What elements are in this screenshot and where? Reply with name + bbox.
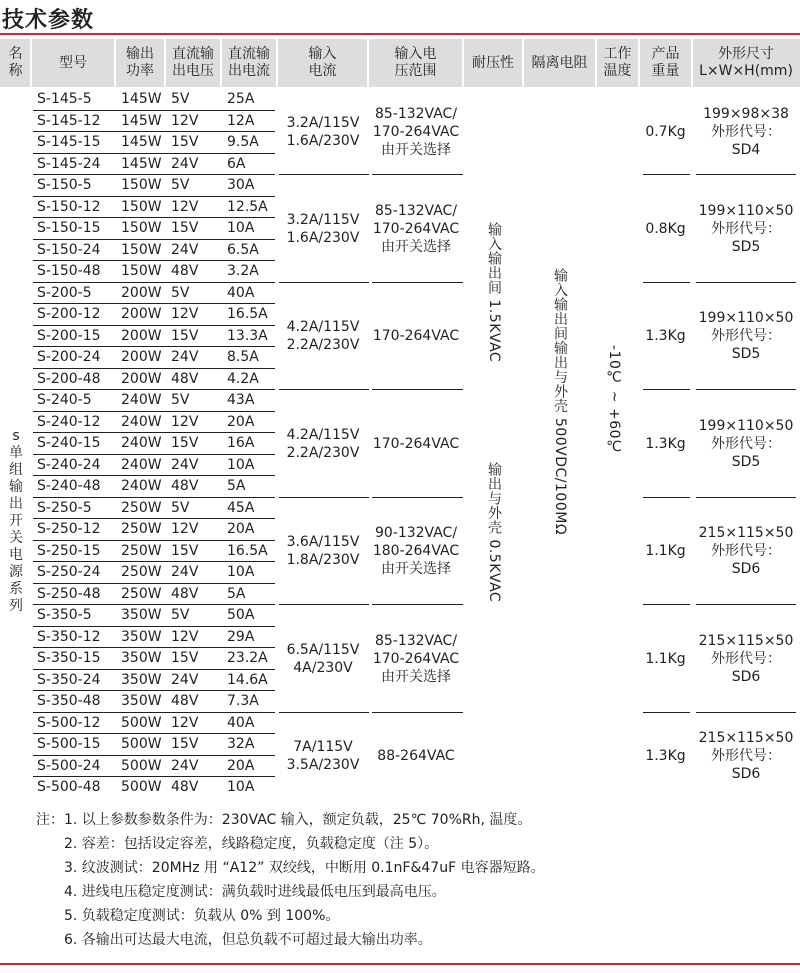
current-cell: 20A: [227, 413, 255, 430]
notes-section: [36, 808, 545, 952]
header-line: 功率: [126, 63, 154, 79]
power-cell: 250W: [121, 564, 162, 580]
model-cell: S-250-48: [37, 585, 101, 602]
dimension-group: [692, 498, 800, 606]
dimension-line: 199×110×50: [698, 417, 794, 434]
header-weight: [639, 39, 692, 87]
current-cell: 6.5A: [227, 241, 259, 258]
header-separator: [114, 39, 116, 87]
input-voltage-line: 由开关选择: [381, 561, 451, 578]
header-line: L×W×H(mm): [699, 63, 793, 79]
voltage-cell: 5V: [171, 607, 190, 623]
dimension-line: SD4: [731, 142, 761, 158]
weight-cell: 1.3Kg: [645, 747, 686, 764]
header-text: [604, 46, 632, 80]
current-cell: 29A: [227, 628, 255, 645]
voltage-cell: 5V: [171, 91, 190, 107]
power-cell: 240W: [121, 478, 162, 494]
input-current-line: 3.2A/115V: [286, 115, 360, 131]
dimension-line: 外形代号：: [711, 650, 781, 667]
power-cell: 240W: [121, 435, 162, 451]
input-voltage-line: 90-132VAC/: [374, 525, 458, 542]
model-cell: S-150-24: [37, 241, 101, 258]
voltage-cell: 5V: [171, 177, 190, 193]
top-divider: [0, 33, 800, 35]
header-line: 直流输: [228, 46, 270, 62]
input-current-line: 4.2A/115V: [286, 426, 360, 443]
header-dimensions: [692, 39, 800, 87]
page-title: 技术参数: [2, 8, 95, 33]
input-current-line: 4A/230V: [293, 659, 353, 676]
header-line: 外形尺寸: [718, 46, 774, 62]
power-cell: 150W: [121, 241, 162, 258]
note-item: 6. 各输出可达最大电流，但总负载不可超过最大输出功率。: [64, 932, 432, 948]
power-cell: 200W: [121, 349, 162, 365]
model-cell: S-145-12: [37, 112, 101, 129]
power-cell: 240W: [121, 456, 162, 473]
current-cell: 10A: [227, 564, 255, 580]
power-cell: 145W: [121, 91, 162, 107]
dimension-line: 199×110×50: [698, 202, 794, 219]
model-cell: S-240-24: [37, 456, 101, 473]
dimension-line: 外形代号：: [711, 435, 781, 452]
dimension-line: 199×98×38: [703, 106, 789, 122]
header-separator: [462, 39, 464, 87]
withstand-output-case: 输出与外壳 0.5KVAC: [486, 462, 502, 603]
dimension-line: 215×115×50: [698, 632, 794, 649]
header-line: 工作: [603, 46, 632, 62]
dimension-group: [692, 283, 800, 391]
input-voltage-group: [368, 175, 464, 283]
current-cell: 30A: [227, 177, 255, 193]
model-cell: S-200-12: [37, 306, 101, 322]
voltage-cell: 48V: [171, 370, 199, 387]
dimension-line: 外形代号：: [711, 543, 781, 560]
current-cell: 16.5A: [227, 542, 268, 559]
model-cell: S-145-15: [37, 134, 101, 150]
voltage-cell: 5V: [171, 499, 190, 516]
header-text: [652, 46, 680, 80]
input-voltage-group: [368, 713, 464, 799]
note-item: 3. 纹波测试：20MHz 用 “A12” 双绞线，中断用 0.1nF&47uF 电容器短路。: [64, 860, 545, 876]
header-input-current: [277, 39, 368, 87]
current-cell: 10A: [227, 456, 255, 473]
power-cell: 250W: [121, 521, 162, 537]
dimension-line: SD5: [731, 346, 761, 363]
current-cell: 40A: [227, 284, 255, 301]
power-cell: 200W: [121, 284, 162, 301]
dimension-line: 199×110×50: [698, 310, 794, 327]
input-voltage-line: 170-264VAC: [372, 435, 460, 452]
bottom-divider: [0, 963, 800, 965]
voltage-cell: 12V: [171, 413, 199, 430]
note-item: 4. 进线电压稳定度测试：满负载时进线最低电压到最高电压。: [64, 884, 446, 900]
current-cell: 43A: [227, 392, 255, 408]
input-current-line: 7A/115V: [293, 738, 353, 755]
power-cell: 240W: [121, 392, 162, 408]
current-cell: 3.2A: [227, 263, 259, 279]
power-cell: 150W: [121, 198, 162, 215]
header-name: [0, 39, 31, 87]
power-cell: 240W: [121, 413, 162, 430]
header-dc-current: [221, 39, 277, 87]
header-withstand: [463, 39, 523, 87]
dimension-line: 215×115×50: [698, 525, 794, 542]
header-text: [699, 46, 793, 80]
model-cell: S-350-15: [37, 650, 101, 666]
voltage-cell: 12V: [171, 521, 199, 537]
voltage-cell: 12V: [171, 628, 199, 645]
input-current-group: [279, 89, 367, 175]
dimension-group: [692, 390, 800, 498]
header-text: [309, 46, 337, 80]
header-model: [31, 39, 115, 87]
header-text: [395, 46, 437, 80]
power-cell: 250W: [121, 585, 162, 602]
model-cell: S-250-15: [37, 542, 101, 559]
model-cell: S-240-15: [37, 435, 101, 451]
header-separator: [522, 39, 524, 87]
voltage-cell: 15V: [171, 650, 199, 666]
note-item: 2. 容差：包括设定容差，线路稳定度，负载稳定度（注 5）。: [64, 836, 439, 852]
model-cell: S-150-15: [37, 220, 101, 236]
input-current-line: 6.5A/115V: [286, 641, 360, 658]
input-voltage-line: 85-132VAC/: [374, 632, 458, 649]
input-current-group: [279, 390, 367, 498]
voltage-cell: 12V: [171, 306, 199, 322]
voltage-cell: 15V: [171, 220, 199, 236]
power-cell: 145W: [121, 134, 162, 150]
current-cell: 14.6A: [227, 671, 268, 688]
input-voltage-group: [368, 390, 464, 498]
model-cell: S-500-12: [37, 714, 101, 731]
dimension-line: SD6: [731, 668, 761, 685]
voltage-cell: 48V: [171, 478, 199, 494]
power-cell: 500W: [121, 714, 162, 731]
current-cell: 7.3A: [227, 693, 259, 709]
dimension-line: SD6: [731, 765, 761, 782]
note-item: 5. 负载稳定度测试：负载从 0% 到 100%。: [64, 908, 340, 924]
input-voltage-line: 由开关选择: [381, 668, 451, 685]
header-separator: [691, 39, 693, 87]
current-cell: 10A: [227, 220, 255, 236]
current-cell: 50A: [227, 607, 255, 623]
input-voltage-line: 180-264VAC: [372, 543, 460, 560]
input-voltage-line: 由开关选择: [381, 238, 451, 255]
header-separator: [220, 39, 222, 87]
model-cell: S-200-48: [37, 370, 101, 387]
header-text: 型号: [59, 54, 87, 71]
power-cell: 200W: [121, 370, 162, 387]
dimension-line: SD5: [731, 238, 761, 255]
header-text: 隔离电阻: [531, 54, 588, 71]
voltage-cell: 15V: [171, 435, 199, 451]
header-separator: [276, 39, 278, 87]
model-cell: S-145-5: [37, 91, 92, 107]
voltage-cell: 12V: [171, 714, 199, 731]
voltage-cell: 48V: [171, 263, 199, 279]
input-voltage-line: 85-132VAC/: [374, 106, 458, 122]
input-current-line: 2.2A/230V: [286, 444, 360, 461]
header-text: [9, 46, 23, 80]
header-work-temp: [596, 39, 639, 87]
header-line: 输入电: [394, 46, 437, 62]
header-text: [228, 46, 270, 80]
weight-cell: 0.7Kg: [645, 124, 686, 140]
current-cell: 40A: [227, 714, 255, 731]
power-cell: 350W: [121, 607, 162, 623]
current-cell: 25A: [227, 91, 255, 107]
series-name: s单组输出开关电源系列: [9, 428, 23, 614]
voltage-cell: 48V: [171, 693, 199, 709]
voltage-cell: 24V: [171, 757, 199, 774]
header-separator: [367, 39, 369, 87]
weight-cell: 0.8Kg: [645, 220, 686, 237]
dimension-line: 外形代号：: [711, 124, 781, 140]
isolation-resistance: 输入输出间输出与外壳 500VDC/100MΩ: [552, 268, 568, 536]
current-cell: 5A: [227, 585, 246, 602]
power-cell: 145W: [121, 155, 162, 172]
current-cell: 9.5A: [227, 134, 259, 150]
current-cell: 16.5A: [227, 306, 268, 322]
voltage-cell: 15V: [171, 134, 199, 150]
input-voltage-group: [368, 605, 464, 713]
input-voltage-line: 170-264VAC: [372, 650, 460, 667]
input-voltage-line: 由开关选择: [381, 142, 451, 158]
model-cell: S-250-12: [37, 521, 101, 537]
weight-cell: 1.3Kg: [645, 435, 686, 452]
voltage-cell: 12V: [171, 112, 199, 129]
header-line: 直流输: [172, 46, 214, 62]
power-cell: 200W: [121, 306, 162, 322]
dimension-line: SD6: [731, 561, 761, 578]
current-cell: 6A: [227, 155, 246, 172]
header-line: 输出: [126, 46, 154, 62]
model-cell: S-350-12: [37, 628, 101, 645]
header-separator: [30, 39, 32, 87]
dimension-line: SD5: [731, 453, 761, 470]
dimension-group: [692, 89, 800, 175]
model-cell: S-200-5: [37, 284, 92, 301]
current-cell: 16A: [227, 435, 255, 451]
model-cell: S-150-48: [37, 263, 101, 279]
header-line: 重量: [651, 63, 680, 79]
model-cell: S-145-24: [37, 155, 101, 172]
model-cell: S-350-24: [37, 671, 101, 688]
input-voltage-line: 170-264VAC: [372, 220, 460, 237]
note-item: 注：1. 以上参数参数条件为：230VAC 输入，额定负载，25℃ 70%Rh, 温度。: [36, 812, 532, 828]
model-cell: S-240-12: [37, 413, 101, 430]
header-line: 名: [8, 46, 23, 62]
header-power: [115, 39, 165, 87]
power-cell: 500W: [121, 757, 162, 774]
input-current-line: 3.5A/230V: [286, 756, 360, 773]
current-cell: 13.3A: [227, 327, 268, 344]
current-cell: 8.5A: [227, 349, 259, 365]
input-current-line: 1.8A/230V: [286, 552, 360, 569]
voltage-cell: 12V: [171, 198, 199, 215]
voltage-cell: 24V: [171, 564, 199, 580]
voltage-cell: 48V: [171, 779, 199, 795]
weight-cell: 1.3Kg: [645, 328, 686, 345]
power-cell: 150W: [121, 177, 162, 193]
input-voltage-group: [368, 498, 464, 606]
input-current-line: 4.2A/115V: [286, 319, 360, 336]
header-line: 温度: [603, 63, 632, 79]
current-cell: 12.5A: [227, 198, 268, 215]
model-cell: S-150-5: [37, 177, 92, 193]
input-current-group: [279, 283, 367, 391]
header-line: 输入: [308, 46, 337, 62]
input-current-group: [279, 175, 367, 283]
model-cell: S-240-5: [37, 392, 92, 408]
input-current-line: 3.2A/115V: [286, 211, 360, 228]
input-voltage-line: 88-264VAC: [377, 747, 455, 764]
header-separator: [638, 39, 640, 87]
header-line: 称: [8, 63, 23, 79]
model-cell: S-240-48: [37, 478, 101, 494]
voltage-cell: 24V: [171, 155, 199, 172]
input-voltage-line: 85-132VAC/: [374, 202, 458, 219]
voltage-cell: 24V: [171, 671, 199, 688]
power-cell: 250W: [121, 542, 162, 559]
power-cell: 145W: [121, 112, 162, 129]
power-cell: 200W: [121, 327, 162, 344]
power-cell: 350W: [121, 693, 162, 709]
input-current-group: [279, 713, 367, 799]
current-cell: 45A: [227, 499, 255, 516]
working-temperature: -10℃ ~ +60℃: [606, 345, 622, 456]
header-isolation: [523, 39, 596, 87]
header-line: 产品: [651, 46, 680, 62]
voltage-cell: 15V: [171, 327, 199, 344]
model-cell: S-500-24: [37, 757, 101, 774]
voltage-cell: 5V: [171, 284, 190, 301]
power-cell: 150W: [121, 220, 162, 236]
power-cell: 500W: [121, 779, 162, 795]
input-current-group: [279, 605, 367, 713]
current-cell: 10A: [227, 779, 255, 795]
input-current-line: 3.6A/115V: [286, 534, 360, 551]
model-cell: S-500-15: [37, 736, 101, 752]
model-cell: S-350-5: [37, 607, 92, 623]
current-cell: 20A: [227, 757, 255, 774]
power-cell: 250W: [121, 499, 162, 516]
input-voltage-group: [368, 283, 464, 391]
dimension-group: [692, 175, 800, 283]
power-cell: 150W: [121, 263, 162, 279]
input-current-group: [279, 498, 367, 606]
input-current-line: 2.2A/230V: [286, 337, 360, 354]
voltage-cell: 15V: [171, 542, 199, 559]
input-voltage-line: 170-264VAC: [372, 124, 460, 140]
dimension-group: [692, 605, 800, 713]
input-voltage-line: 170-264VAC: [372, 328, 460, 345]
dimension-line: 外形代号：: [711, 328, 781, 345]
dimension-line: 215×115×50: [698, 729, 794, 746]
voltage-cell: 15V: [171, 736, 199, 752]
power-cell: 350W: [121, 628, 162, 645]
current-cell: 23.2A: [227, 650, 268, 666]
header-line: 出电压: [172, 63, 214, 79]
power-cell: 350W: [121, 650, 162, 666]
input-voltage-group: [368, 89, 464, 175]
header-separator: [595, 39, 597, 87]
model-cell: S-150-12: [37, 198, 101, 215]
voltage-cell: 24V: [171, 241, 199, 258]
current-cell: 5A: [227, 478, 246, 494]
input-current-line: 1.6A/230V: [286, 229, 360, 246]
dimension-group: [692, 713, 800, 799]
current-cell: 20A: [227, 521, 255, 537]
voltage-cell: 5V: [171, 392, 190, 408]
header-text: 耐压性: [472, 54, 514, 71]
model-cell: S-500-48: [37, 779, 101, 795]
input-current-line: 1.6A/230V: [286, 133, 360, 149]
current-cell: 12A: [227, 112, 255, 129]
model-cell: S-250-5: [37, 499, 92, 516]
dimension-line: 外形代号：: [711, 747, 781, 764]
model-cell: S-250-24: [37, 564, 101, 580]
current-cell: 4.2A: [227, 370, 259, 387]
model-cell: S-200-24: [37, 349, 101, 365]
model-cell: S-200-15: [37, 327, 101, 344]
voltage-cell: 24V: [171, 456, 199, 473]
weight-cell: 1.1Kg: [645, 650, 686, 667]
header-text: [126, 46, 154, 80]
header-input-voltage: [368, 39, 463, 87]
dimension-line: 外形代号：: [711, 220, 781, 237]
power-cell: 500W: [121, 736, 162, 752]
withstand-input-output: 输入输出间 1.5KVAC: [486, 222, 502, 363]
current-cell: 32A: [227, 736, 255, 752]
header-separator: [164, 39, 166, 87]
voltage-cell: 24V: [171, 349, 199, 365]
header-line: 压范围: [394, 63, 437, 79]
header-text: [172, 46, 214, 80]
voltage-cell: 48V: [171, 585, 199, 602]
header-line: 出电流: [228, 63, 270, 79]
model-cell: S-350-48: [37, 693, 101, 709]
header-dc-voltage: [165, 39, 221, 87]
weight-cell: 1.1Kg: [645, 543, 686, 560]
header-line: 电流: [308, 63, 337, 79]
power-cell: 350W: [121, 671, 162, 688]
